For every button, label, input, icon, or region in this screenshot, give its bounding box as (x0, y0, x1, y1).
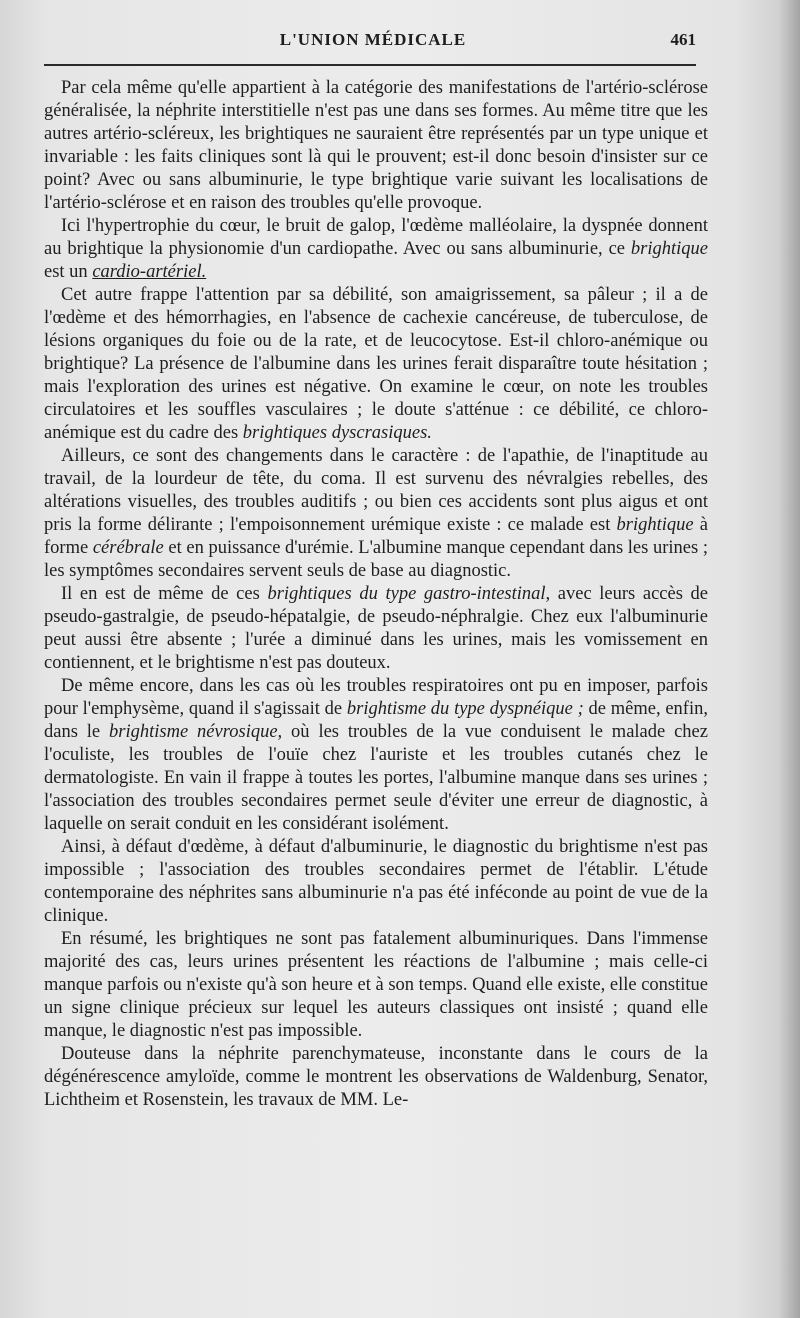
text-run: Par cela même qu'elle appartient à la catégorie des manifestations de l'artério-sclérose généralisée, la néphrite interstitielle n'est pas une dans ses formes. Au même titre que les autres artério-scléreux, les brightiques ne sauraient être représentés par un type unique et invariable : les faits cliniques sont là qui le prouvent; est-il donc besoin d'insister sur ce point? Avec ou sans albuminurie, le type brightique varie suivant les localisations de l'artério-sclérose et en raison des troubles qu'elle provoque. (44, 78, 708, 213)
running-title: L'UNION MÉDICALE (279, 30, 467, 49)
italic-run: brightique (630, 239, 708, 259)
italic-run: cérébrale (92, 538, 164, 558)
paragraph (44, 836, 708, 928)
italic-run: brightisme du type dyspnéique ; (346, 699, 584, 719)
text-run: où les troubles de la vue conduisent le malade chez l'oculiste, les troubles de l'ouïe chez l'auriste et les troubles cutanés chez le dermatologiste. En vain il frappe à toutes les portes, l'albumine manque dans ses urines ; l'association des troubles secondaires permet seule d'éviter une erreur de diagnostic, à laquelle on serait conduit en les considérant isolément. (44, 722, 708, 834)
paragraph (44, 1043, 708, 1112)
text-run: Ici l'hypertrophie du cœur, le bruit de galop, l'œdème malléolaire, la dyspnée donnent au brightique la physionomie d'un cardiopathe. Avec ou sans albuminurie, ce (44, 216, 708, 259)
text-run: Il en est de même de ces (61, 584, 268, 604)
italic-run: cardio-artériel. (92, 262, 207, 282)
text-run: De même encore, dans les cas où les troubles respiratoires ont pu en imposer, parfois pour l'emphysème, quand il s'agissait de (44, 676, 708, 719)
text-run: Cet autre frappe l'attention par sa débilité, son amaigrissement, sa pâleur ; il a de l'œdème et des hémorrhagies, en l'absence de cachexie cancéreuse, de tuberculose, de lésions organiques du foie ou de la rate, et de leucocytose. Est-il chloro-anémique ou brightique? La présence de l'albumine dans les urines ferait disparaître toute hésitation ; mais l'exploration des urines est négative. On examine le cœur, on note les troubles circulatoires et les souffles vasculaires ; le doute s'atténue : ce débilité, ce chloro-anémique est du cadre des (44, 285, 708, 443)
page-header (50, 30, 696, 60)
text-run: Douteuse dans la néphrite parenchymateuse, inconstante dans le cours de la dégénérescence amyloïde, comme le montrent les observations de Waldenburg, Senator, Lichtheim et Rosenstein, les travaux de MM. Le- (44, 1044, 708, 1110)
italic-run: brightique (616, 515, 694, 535)
header-rule (44, 64, 696, 66)
paragraph (44, 284, 708, 445)
text-run: Ailleurs, ce sont des changements dans le caractère : de l'apathie, de l'inaptitude au travail, de la lourdeur de tête, du coma. Il est survenu des névralgies rebelles, des altérations visuelles, des troubles auditifs ; ou bien ces accidents sont plus aigus et ont pris la forme délirante ; l'empoisonnement urémique existe : ce malade est (44, 446, 708, 535)
text-run: à forme (44, 515, 708, 558)
page-number: 461 (670, 30, 696, 49)
paragraph (44, 675, 708, 836)
text-run: de même, enfin, dans le (44, 699, 708, 742)
italic-run: brightiques du type gastro-intestinal, (267, 584, 551, 604)
page-gutter-shadow (778, 0, 800, 1318)
text-run: avec leurs accès de pseudo-gastralgie, de pseudo-hépatalgie, de pseudo-néphralgie. Chez eux l'albuminurie peut aussi être absente ; l'urée a diminué dans les urines, mais les vomissement en contiennent, et le brightisme n'est pas douteux. (44, 584, 709, 673)
paragraph (44, 77, 708, 215)
paragraph (44, 928, 708, 1043)
paragraph (44, 583, 708, 675)
text-run: En résumé, les brightiques ne sont pas fatalement albuminuriques. Dans l'immense majorité des cas, leurs urines présentent les réactions de l'albumine ; mais celle-ci manque parfois ou n'existe qu'à son heure et à son temps. Quand elle existe, elle constitue un signe clinique précieux sur lequel les auteurs classiques ont insisté ; quand elle manque, le diagnostic n'est pas impossible. (44, 929, 708, 1041)
text-run: est un (44, 262, 93, 282)
paragraph (44, 215, 708, 284)
text-run: et en puissance d'urémie. L'albumine manque cependant dans les urines ; les symptômes secondaires servent seuls de base au diagnostic. (44, 538, 708, 581)
italic-run: brightiques dyscrasiques. (242, 423, 432, 443)
paragraph (44, 445, 708, 583)
italic-run: brightisme névrosique, (109, 722, 283, 742)
body-text (44, 77, 708, 1112)
text-run: Ainsi, à défaut d'œdème, à défaut d'albuminurie, le diagnostic du brightisme n'est pas impossible ; l'association des troubles secondaires permet de l'établir. L'étude contemporaine des néphrites sans albuminurie n'a pas été inféconde au point de vue de la clinique. (44, 837, 708, 926)
